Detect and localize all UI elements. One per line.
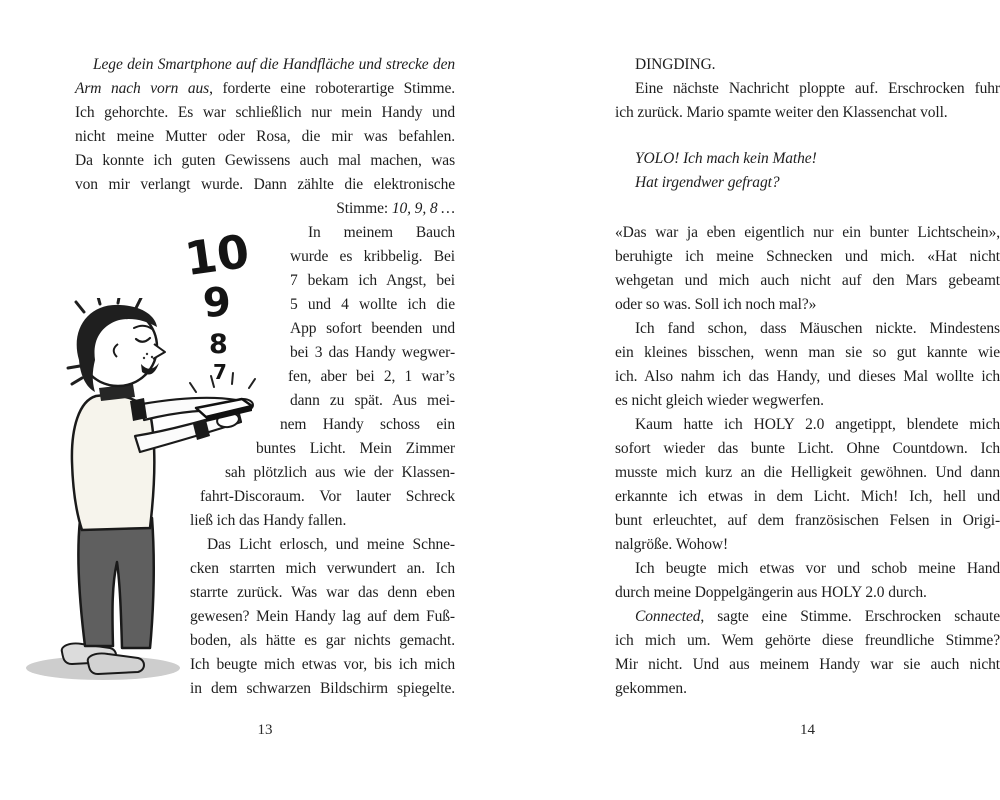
- text-line: ich mich um. Wem gehörte diese freundliche Stimme?: [615, 632, 1000, 649]
- countdown-number: 10: [181, 223, 253, 287]
- text-line: bunt erleuchtet, auf dem französischen Felsen in Origi-: [615, 512, 1000, 529]
- countdown-number: 7: [213, 360, 227, 384]
- text-line: ich zurück. Mario spamte weiter den Klassenchat voll.: [615, 104, 948, 121]
- text-line: sah plötzlich aus wie der Klassen-: [225, 464, 455, 481]
- text-line: Ich beugte mich etwas vor, bis ich mich: [190, 656, 455, 673]
- text-line: Arm nach vorn aus, forderte eine roboterartige Stimme.: [75, 80, 455, 97]
- text-line: sofort wieder das bunte Licht. Ohne Countdown. Ich: [615, 440, 1000, 457]
- countdown-number: 9: [201, 279, 233, 327]
- text-line: YOLO! Ich mach kein Mathe!: [635, 150, 817, 167]
- text-line: in dem schwarzen Bildschirm spiegelte.: [190, 680, 455, 697]
- text-line: Ich beugte mich etwas vor und schob meine Hand: [635, 560, 1000, 577]
- text-line: Mir nicht. Und aus meinem Handy war sie auch nicht: [615, 656, 1000, 673]
- text-line: Connected, sagte eine Stimme. Erschrocken schaute: [635, 608, 1000, 625]
- text-line: Da konnte ich guten Gewissens auch mal machen, was: [75, 152, 455, 169]
- text-line: DINGDING.: [635, 56, 716, 73]
- child-illustration: [25, 298, 265, 690]
- page-number-right: 14: [800, 722, 815, 738]
- text-line: Stimme: 10, 9, 8 …: [336, 200, 455, 217]
- text-line: cken starrten mich verwundert an. Ich: [190, 560, 455, 577]
- text-line: ließ ich das Handy fallen.: [190, 512, 347, 529]
- text-line: fen, aber bei 2, 1 war’s: [288, 368, 455, 385]
- text-line: Das Licht erlosch, und meine Schne-: [207, 536, 455, 553]
- text-line: wehgetan und mich auch nicht auf den Mars gebeamt: [615, 272, 1000, 289]
- text-line: Kaum hatte ich HOLY 2.0 angetippt, blendete mich: [635, 416, 1000, 433]
- text-line: durch meine Doppelgängerin aus HOLY 2.0 durch.: [615, 584, 927, 601]
- text-line: starrte zurück. Was war das denn eben: [190, 584, 455, 601]
- text-line: «Das war ja eben eigentlich nur ein bunter Lichtschein»,: [615, 224, 1000, 241]
- text-line: gewesen? Mein Handy lag auf dem Fuß-: [190, 608, 455, 625]
- text-line: buntes Licht. Mein Zimmer: [256, 440, 455, 457]
- text-line: In meinem Bauch: [308, 224, 455, 241]
- text-line: nicht meine Mutter oder Rosa, die mir was befahlen.: [75, 128, 455, 145]
- text-line: beruhigte ich meine Schnecken und mich. «Hat nicht: [615, 248, 1000, 265]
- text-line: fahrt-Discoraum. Vor lauter Schreck: [200, 488, 455, 505]
- page-number-left: 13: [257, 722, 273, 738]
- text-line: 7 bekam ich Angst, bei: [290, 272, 455, 289]
- text-line: oder so was. Soll ich noch mal?»: [615, 296, 817, 313]
- text-line: von mir verlangt wurde. Dann zählte die elektronische: [75, 176, 455, 193]
- text-line: Ich fand schon, dass Mäuschen nickte. Mindestens: [635, 320, 1000, 337]
- text-line: gekommen.: [615, 680, 687, 697]
- text-line: ich. Also nahm ich das Handy, und dieses Mal wollte ich: [615, 368, 1000, 385]
- text-line: es nicht gleich wieder wegwerfen.: [615, 392, 824, 409]
- countdown-number: 8: [209, 329, 228, 360]
- text-line: boden, als hätte es gar nichts gemacht.: [190, 632, 455, 649]
- text-line: nem Handy schoss ein: [280, 416, 455, 433]
- spark-lines: [190, 373, 255, 392]
- text-line: ein kleines bisschen, wenn man sie so gut kannte wie: [615, 344, 1000, 361]
- text-line: Hat irgendwer gefragt?: [635, 174, 780, 191]
- text-line: nalgröße. Wohow!: [615, 536, 729, 553]
- text-line: wurde es kribbelig. Bei: [290, 248, 455, 265]
- right-page-text-column: [615, 53, 1000, 701]
- text-line: Ich gehorchte. Es war schließlich nur mein Handy und: [75, 104, 455, 121]
- text-line: erkannte ich etwas in dem Licht. Mich! Ich, hell und: [615, 488, 1000, 505]
- text-line: 5 und 4 wollte ich die: [290, 296, 455, 313]
- text-line: dann zu spät. Aus mei-: [290, 392, 455, 409]
- text-line: bei 3 das Handy wegwer-: [290, 344, 455, 361]
- text-line: Lege dein Smartphone auf die Handfläche und strecke den: [93, 56, 455, 73]
- text-line: musste mich kurz an die Helligkeit gewöhnen. Und dann: [615, 464, 1000, 481]
- text-line: App sofort beenden und: [290, 320, 455, 337]
- text-line: Eine nächste Nachricht ploppte auf. Erschrocken fuhr: [635, 80, 1000, 97]
